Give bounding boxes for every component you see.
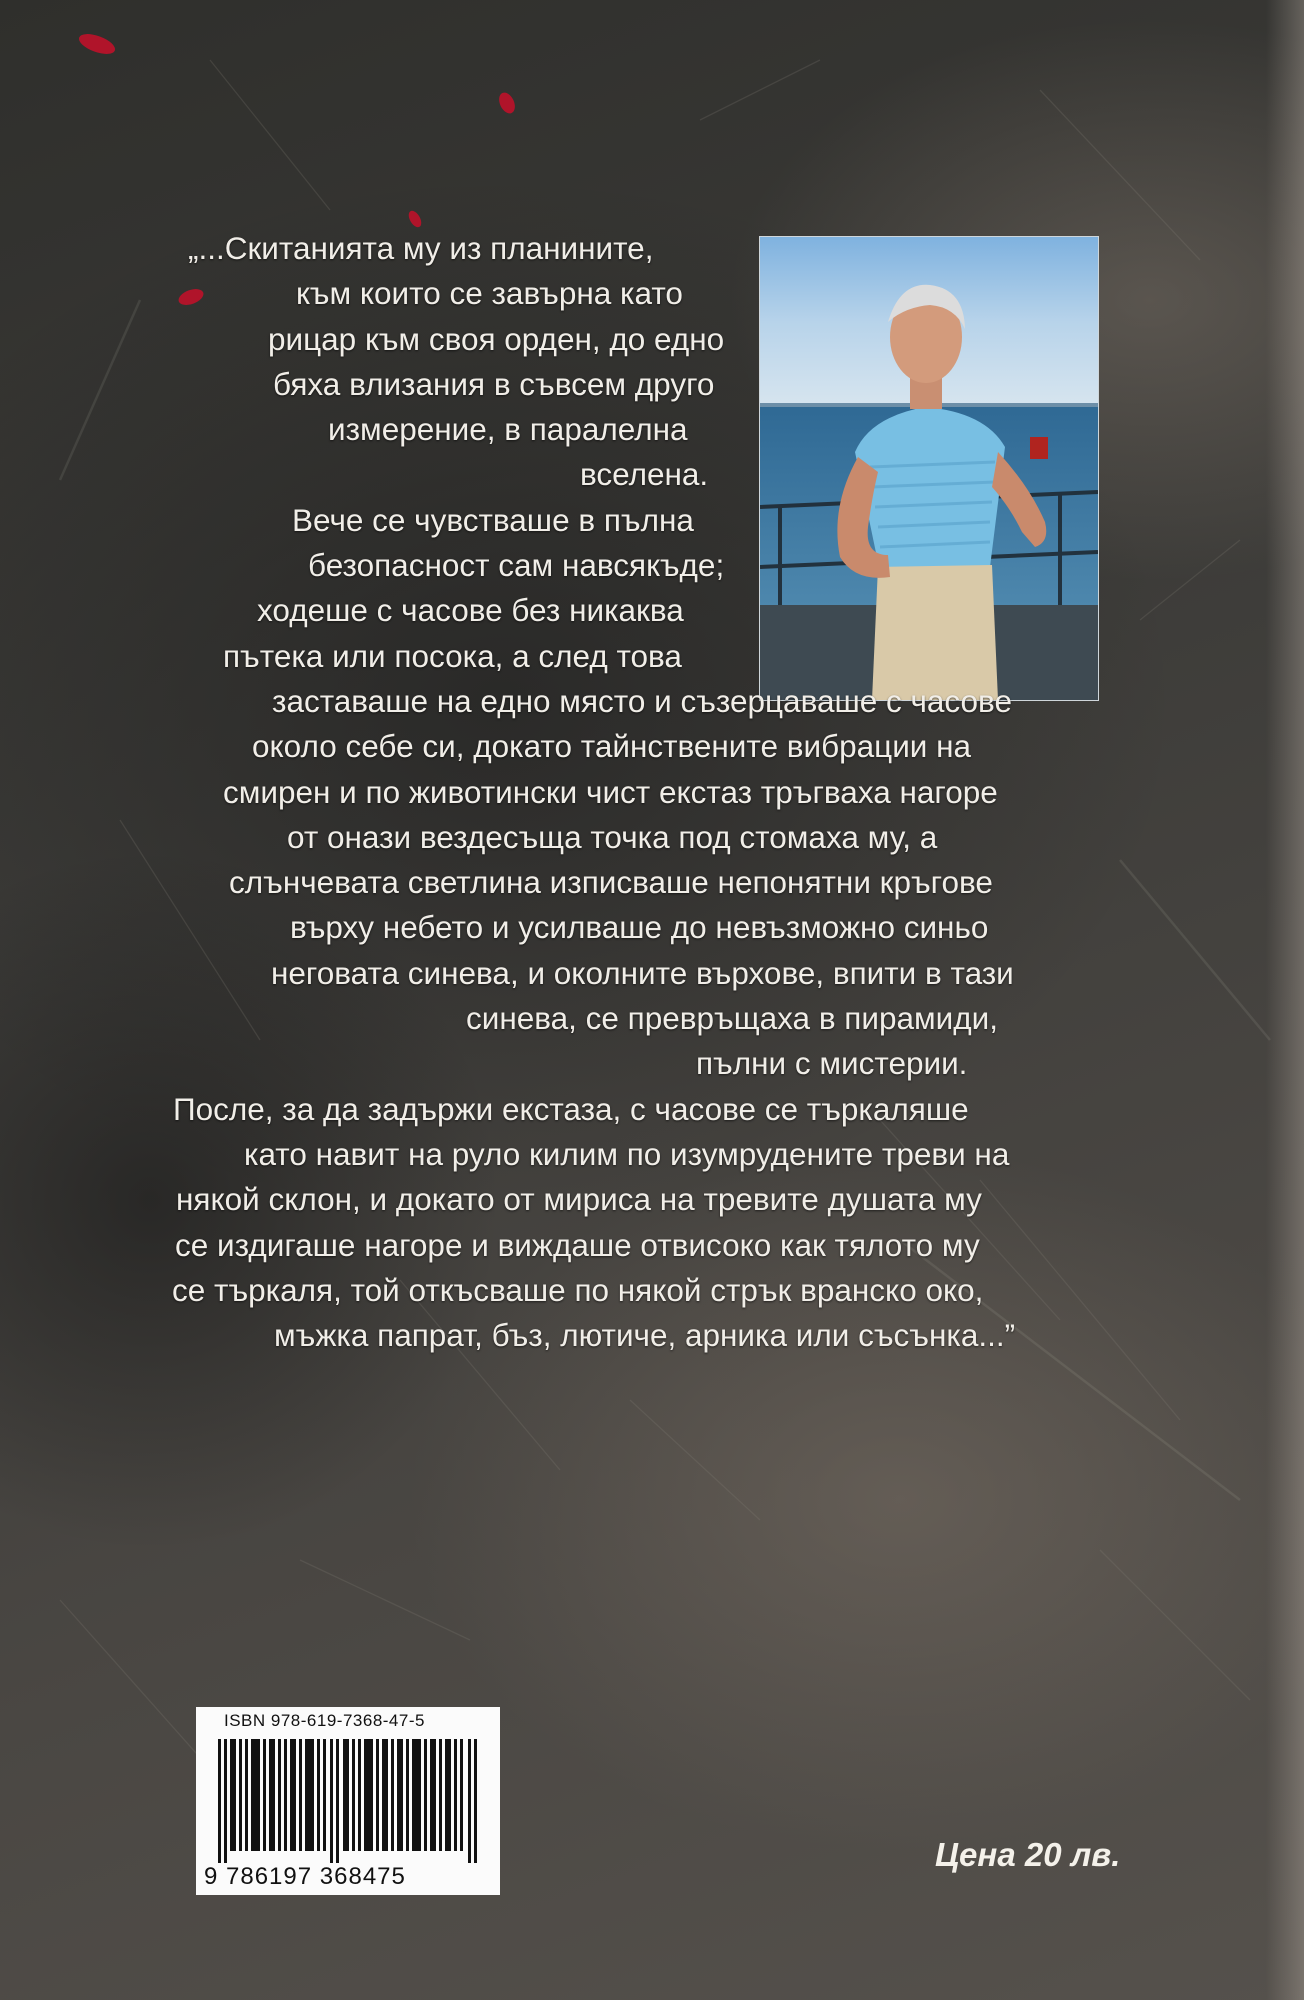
quote-line: към които се завърна като <box>296 275 683 312</box>
quote-line: неговата синева, и околните върхове, впити в тази <box>271 954 1014 991</box>
quote-line: някой склон, и докато от мириса на тревите душата му <box>176 1181 982 1218</box>
quote-line: ходеше с часове без никаква <box>257 592 684 629</box>
quote-line: се търкаля, той откъсваше по някой стрък вранско око, <box>172 1271 984 1308</box>
quote-line: се издигаше нагоре и виждаше отвисоко как тялото му <box>175 1226 980 1263</box>
quote-line: около себе си, докато тайнствените вибрации на <box>252 728 972 765</box>
quote-line: безопасност сам навсякъде; <box>308 547 725 584</box>
quote-line: Вече се чувстваше в пълна <box>292 501 694 538</box>
quote-line: вселена. <box>580 456 709 493</box>
quote-line: синева, се превръщаха в пирамиди, <box>466 1000 998 1037</box>
quote-line: заставаше на едно място и съзерцаваше с часове <box>272 682 1012 719</box>
back-cover-quote <box>170 226 1130 1358</box>
quote-line: После, за да задържи екстаза, с часове се търкаляше <box>173 1090 969 1127</box>
barcode-digits: 9 786197 368475 <box>204 1863 406 1890</box>
isbn-label: ISBN 978-619-7368-47-5 <box>224 1711 425 1730</box>
quote-line: рицар към своя орден, до едно <box>268 320 725 357</box>
quote-line: слънчевата светлина изписваше непонятни кръгове <box>229 864 993 901</box>
quote-line: пълни с мистерии. <box>696 1045 968 1082</box>
price-label: Цена 20 лв. <box>935 1836 1121 1873</box>
quote-line: мъжка папрат, бъз, лютиче, арника или съсънка...” <box>274 1317 1016 1354</box>
quote-line: бяха влизания в съвсем друго <box>273 365 715 402</box>
barcode-bars <box>218 1739 482 1863</box>
quote-line: като навит на руло килим по изумрудените треви на <box>244 1135 1010 1172</box>
quote-line: „...Скитанията му из планините, <box>188 230 654 266</box>
quote-line: измерение, в паралелна <box>328 411 688 448</box>
quote-line: пътека или посока, а след това <box>223 637 682 674</box>
quote-line: от онази вездесъща точка под стомаха му, а <box>287 818 938 855</box>
quote-line: смирен и по животински чист екстаз тръгваха нагоре <box>223 773 998 810</box>
quote-line: върху небето и усилваше до невъзможно синьо <box>290 909 989 946</box>
isbn-barcode-panel <box>196 1707 500 1895</box>
